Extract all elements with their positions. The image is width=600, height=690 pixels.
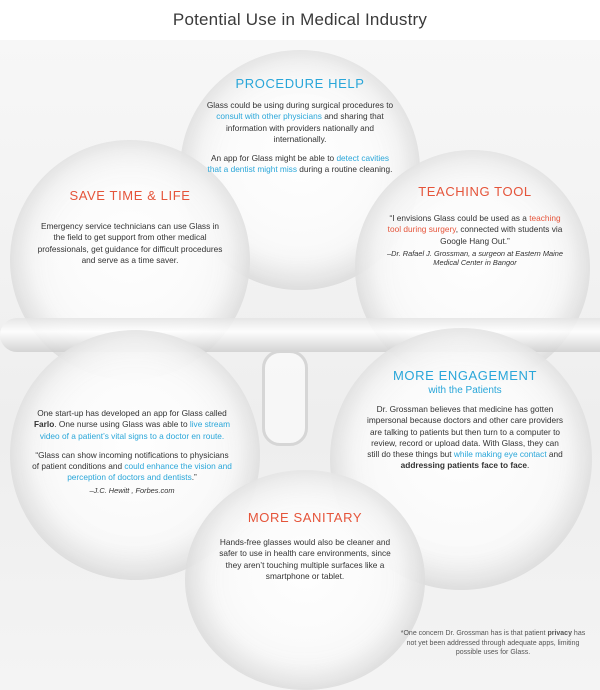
detect-cavities-highlight: detect cavities that a dentist might miss xyxy=(207,153,390,175)
enhance-vision-highlight: could enhance the vision and perception of doctors and dentists xyxy=(67,461,232,483)
teaching-quote-text-1: “I envisions Glass could be used as a xyxy=(389,213,530,223)
page-title: Potential Use in Medical Industry xyxy=(172,10,428,29)
startup-attribution: –J.C. Hewitt , Forbes.com xyxy=(89,485,175,495)
save-time-heading: SAVE TIME & LIFE xyxy=(69,188,191,203)
teaching-tool-highlight: teaching tool during surgery xyxy=(387,213,561,235)
more-sanitary-heading: MORE SANITARY xyxy=(247,510,363,525)
procedure-help-heading: PROCEDURE HELP xyxy=(235,76,365,91)
glasses-prism xyxy=(262,350,308,446)
teaching-tool-section xyxy=(385,184,565,268)
procedure-help-text-2: and sharing that information with providers nationally and internationally. xyxy=(225,111,384,144)
procedure-help-section xyxy=(205,76,395,184)
startup-text-4: .” xyxy=(191,472,197,483)
teaching-tool-body xyxy=(385,213,565,268)
startup-body xyxy=(32,408,232,495)
teaching-quote-text-2: , connected with students via Google Hang Out.” xyxy=(440,224,563,246)
more-engagement-heading: MORE ENGAGEMENT xyxy=(392,368,538,383)
consult-physicians-highlight: consult with other physicians xyxy=(216,111,322,122)
startup-text-1: One start-up has developed an app for Glass called xyxy=(37,408,227,418)
face-to-face-bold: addressing patients face to face xyxy=(400,460,528,471)
procedure-help-text-1: Glass could be using during surgical procedures to xyxy=(206,100,394,110)
more-engagement-subheading: with the Patients xyxy=(428,385,502,396)
footnote-text-1: *One concern Dr. Grossman has is that patient xyxy=(400,630,548,637)
engagement-text-1: Dr. Grossman believes that medicine has gotten impersonal because doctors and other care providers are talking to patients but then turn to a computer to review, record or upload data. With Glass, they can still do these things but xyxy=(366,404,563,460)
startup-text-3: “Glass can show incoming notifications to physicians of patient conditions and xyxy=(32,449,229,472)
farlo-bold: Farlo xyxy=(33,419,55,430)
procedure-help-text-3: An app for Glass might be able to xyxy=(210,153,337,164)
privacy-bold: privacy xyxy=(547,630,572,637)
teaching-tool-heading: TEACHING TOOL xyxy=(418,184,532,199)
more-engagement-body xyxy=(365,404,565,472)
footnote-text-2: has not yet been addressed through adequate apps, limiting possible uses for Glass. xyxy=(406,630,586,656)
save-time-section xyxy=(35,188,225,266)
startup-text-2: . One nurse using Glass was able to xyxy=(54,419,190,430)
save-time-body: Emergency service technicians can use Glass in the field to get support from other medical professionals, get guidance for difficult procedures and serve as a time saver. xyxy=(37,221,223,265)
engagement-text-2: and xyxy=(546,449,563,460)
more-sanitary-body: Hands-free glasses would also be cleaner and safer to use in health care environments, since they aren’t touching multiple surfaces like a smartphone or tablet. xyxy=(219,537,391,581)
procedure-help-text-4: during a routine cleaning. xyxy=(296,164,393,175)
procedure-help-body xyxy=(205,100,395,176)
eye-contact-highlight: while making eye contact xyxy=(453,449,547,460)
privacy-footnote xyxy=(398,629,588,658)
teaching-tool-attribution: –Dr. Rafael J. Grossman, a surgeon at Eastern Maine Medical Center in Bangor xyxy=(387,248,563,268)
more-sanitary-section xyxy=(215,510,395,582)
engagement-text-3: . xyxy=(527,460,530,471)
startup-section xyxy=(32,408,232,495)
live-stream-highlight: live stream video of a patient’s vital signs to a doctor en route. xyxy=(39,419,230,441)
more-engagement-section xyxy=(365,368,565,480)
